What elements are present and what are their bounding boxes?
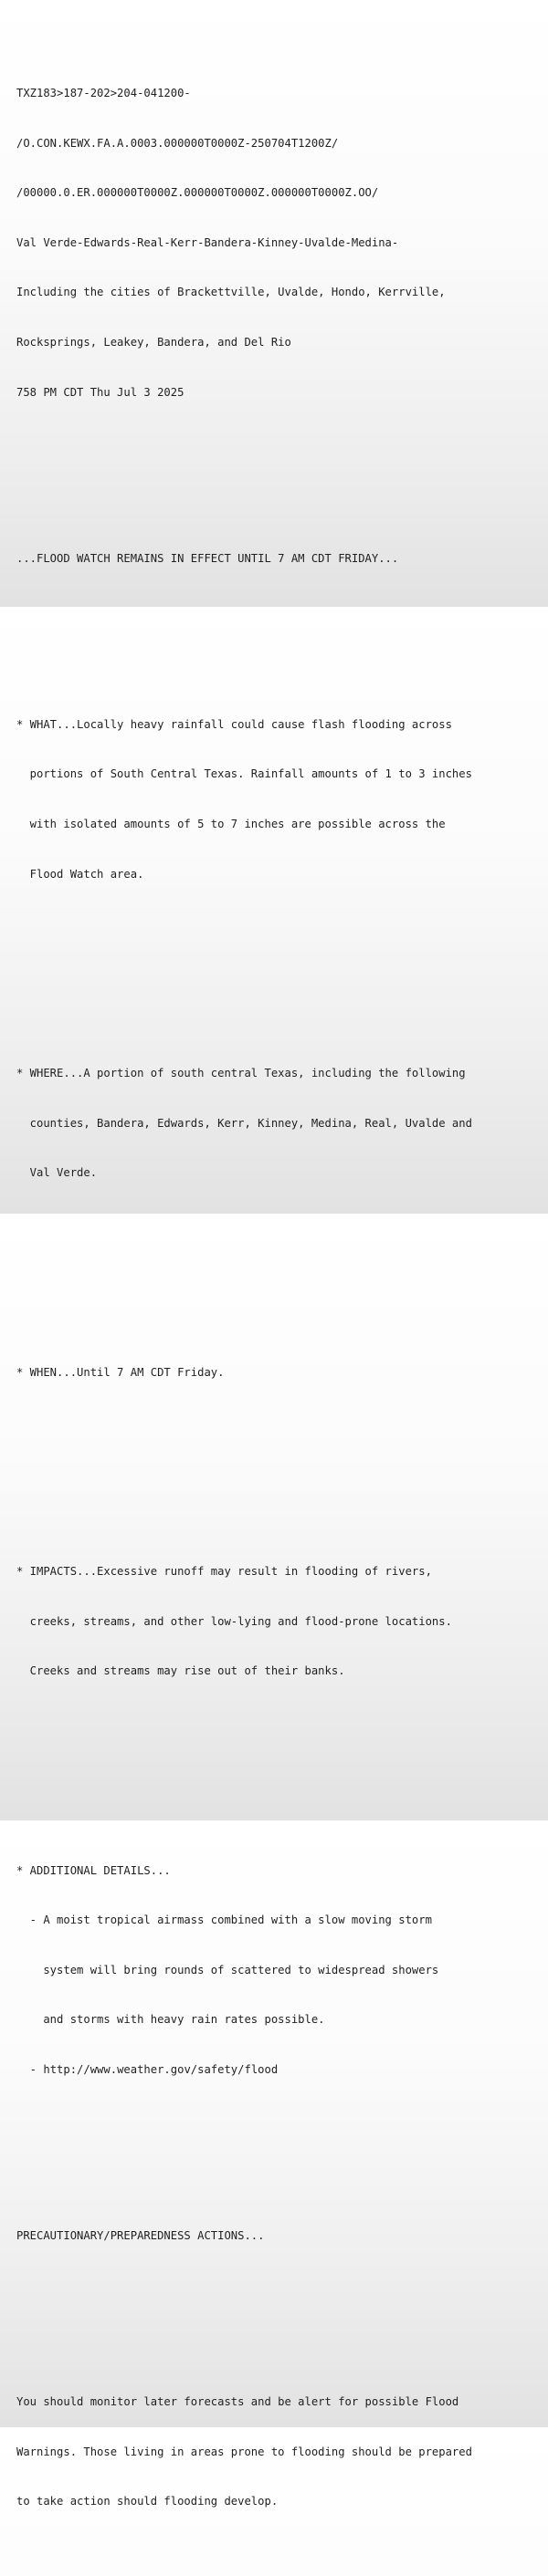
spacer — [16, 1464, 544, 1480]
cities-line-continued: Rocksprings, Leakey, Bandera, and Del Rio — [16, 336, 291, 349]
zone-codes-line: TXZ183>187-202>204-041200- — [16, 87, 191, 100]
impacts-line: Creeks and streams may rise out of their banks. — [16, 1664, 345, 1678]
details-line: system will bring rounds of scattered to widespread showers — [16, 1963, 439, 1976]
precautions-heading: PRECAUTIONARY/PREPAREDNESS ACTIONS... — [16, 2229, 265, 2243]
details-line: and storms with heavy rain rates possible. — [16, 2013, 325, 2027]
what-line: * WHAT...Locally heavy rainfall could cause flash flooding across — [16, 717, 452, 731]
headline: ...FLOOD WATCH REMAINS IN EFFECT UNTIL 7 AM CDT FRIDAY... — [16, 551, 399, 565]
spacer — [16, 2161, 544, 2177]
flood-watch-bulletin — [16, 2, 544, 2576]
precautions-line: You should monitor later forecasts and be alert for possible Flood — [16, 2395, 459, 2409]
cities-line: Including the cities of Brackettville, Uvalde, Hondo, Kerrville, — [16, 286, 446, 299]
when-line: * WHEN...Until 7 AM CDT Friday. — [16, 1365, 225, 1379]
where-line: * WHERE...A portion of south central Texas, including the following — [16, 1066, 466, 1079]
additional-details-section — [16, 1829, 544, 2111]
precautions-line: to take action should flooding develop. — [16, 2495, 279, 2508]
safety-link-line — [16, 2061, 544, 2078]
flood-safety-link[interactable]: http://www.weather.gov/safety/flood — [43, 2063, 279, 2077]
spacer — [16, 1762, 544, 1778]
bulletin-header — [16, 52, 544, 434]
issue-time-line: 758 PM CDT Thu Jul 3 2025 — [16, 385, 184, 399]
hvtec-code-line: /00000.0.ER.000000T0000Z.000000T0000Z.000000T0000Z.OO/ — [16, 186, 379, 200]
impacts-line: * IMPACTS...Excessive runoff may result in flooding of rivers, — [16, 1565, 432, 1579]
what-line: portions of South Central Texas. Rainfall amounts of 1 to 3 inches — [16, 767, 472, 781]
where-section — [16, 1032, 544, 1215]
vtec-code-line: /O.CON.KEWX.FA.A.0003.000000T0000Z-250704T1200Z/ — [16, 136, 339, 150]
when-section — [16, 1330, 544, 1413]
county-list-line: Val Verde-Edwards-Real-Kerr-Bandera-Kinney-Uvalde-Medina- — [16, 235, 399, 249]
what-line: with isolated amounts of 5 to 7 inches are possible across the — [16, 817, 446, 830]
precautions-line: Warnings. Those living in areas prone to flooding should be prepared — [16, 2445, 472, 2458]
spacer — [16, 617, 544, 633]
details-line: * ADDITIONAL DETAILS... — [16, 1863, 171, 1877]
where-line: Val Verde. — [16, 1166, 98, 1180]
where-line: counties, Bandera, Edwards, Kerr, Kinney, Medina, Real, Uvalde and — [16, 1116, 472, 1130]
precautions-section — [16, 2361, 544, 2543]
what-line: Flood Watch area. — [16, 867, 144, 881]
spacer — [16, 2294, 544, 2310]
spacer — [16, 965, 544, 982]
details-line: - A moist tropical airmass combined with a slow moving storm — [16, 1914, 432, 1927]
spacer — [16, 1264, 544, 1280]
what-section — [16, 683, 544, 915]
link-bullet: - — [16, 2063, 44, 2077]
impacts-section — [16, 1530, 544, 1713]
impacts-line: creeks, streams, and other low-lying and flood-prone locations. — [16, 1614, 452, 1628]
spacer — [16, 484, 544, 500]
